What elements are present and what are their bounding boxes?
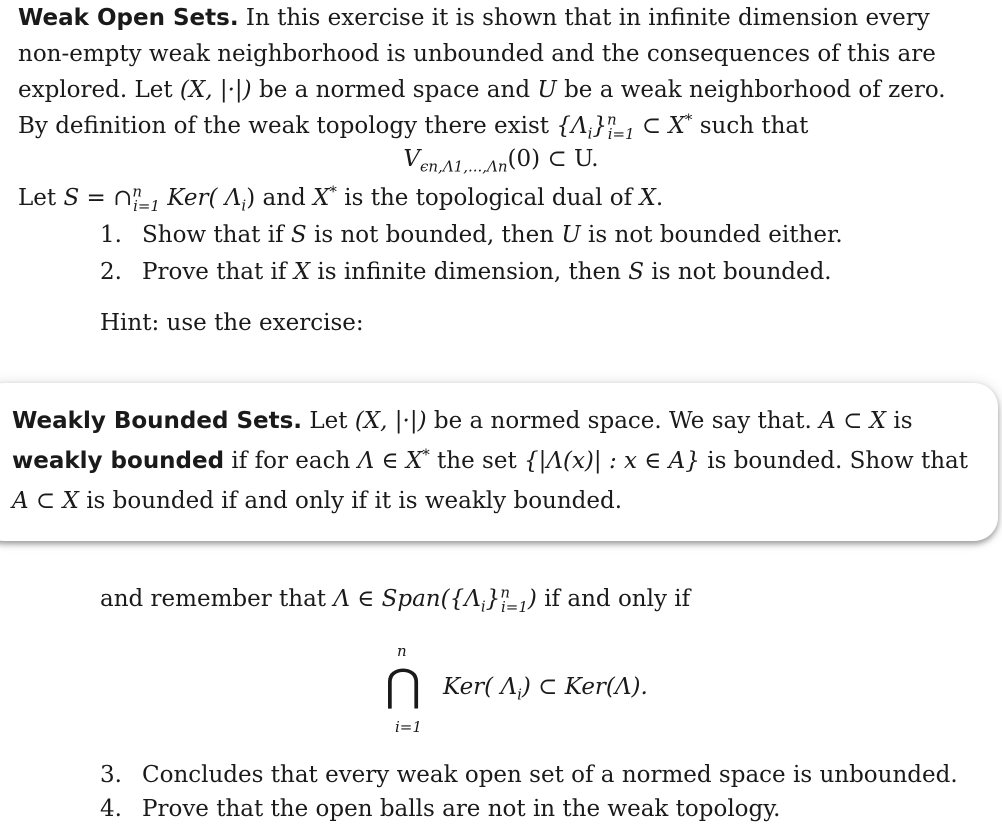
cap-upper-index: n	[397, 642, 407, 660]
card-line-2: weakly bounded if for each Λ ∈ X* the set {|Λ(x)| : x ∈ A} is bounded. Show that	[12, 445, 968, 474]
exercise-intro-line-3	[18, 72, 984, 108]
item-number: 1.	[100, 222, 122, 248]
let-dual-text: is the topological dual of	[336, 185, 640, 211]
s-definition-math: S = ∩$^n_{i=1}$ Ker( $\Lambda_i$)	[63, 182, 256, 215]
let-text: Let	[18, 185, 64, 211]
list-item-3: 3. Concludes that every weak open set of a normed space is unbounded.	[100, 757, 958, 793]
dual-x-math: X*	[313, 182, 337, 211]
exercise-intro-line-2	[18, 36, 984, 72]
list-item-4: 4. Prove that the open balls are not in the weak topology.	[100, 791, 781, 827]
card-line-3: A ⊂ X is bounded if and only if it is weakly bounded.	[12, 488, 623, 514]
referenced-exercise-card	[0, 383, 998, 541]
intro-text-3b: be a normed space and	[251, 77, 538, 103]
exercise-intro-line-4	[18, 108, 984, 144]
intro-text-3a: explored. Let	[18, 77, 180, 103]
list-item-1: 1. Show that if S is not bounded, then U is not bounded either.	[100, 217, 843, 253]
intro-text-2: non-empty weak neighborhood is unbounded and the consequences of this are	[18, 41, 936, 67]
cap-lower-index: i=1	[395, 718, 422, 736]
intro-text-4b: such that	[692, 113, 809, 139]
list-item-2: 2. Prove that if X is infinite dimension, then S is not bounded.	[100, 254, 832, 290]
card-text	[12, 401, 972, 521]
item-number: 3.	[100, 762, 122, 788]
hint-text: Hint: use the exercise:	[100, 310, 364, 336]
weakly-bounded-term: weakly bounded	[12, 448, 225, 474]
card-title: Weakly Bounded Sets.	[12, 408, 303, 434]
span-math: Λ ∈ $Span(\{\Lambda_i\}^n_{i=1})$	[333, 583, 537, 616]
big-intersection-symbol: ⋂	[385, 660, 422, 711]
definition-line: Let S = ∩$^n_{i=1}$ Ker( $\Lambda_i$) and X* is the topological dual of X.	[18, 182, 664, 215]
kernel-inclusion-expr: Ker( $\Lambda_i$) ⊂ Ker(Λ).	[443, 674, 648, 704]
remember-line: and remember that Λ ∈ $Span(\{\Lambda_i\}^n_{i=1})$ if and only if	[100, 583, 691, 616]
intro-text-3c: be a weak neighborhood of zero.	[556, 77, 946, 103]
x-math: X	[639, 185, 656, 211]
exercise-title: Weak Open Sets.	[18, 5, 239, 31]
exercise-intro-line-1	[18, 0, 984, 36]
normed-space-math: (X, |·|)	[179, 77, 252, 103]
card-line-1: Weakly Bounded Sets. Let (X, |·|) be a normed space. We say that. A ⊂ X is	[12, 408, 913, 434]
kernel-intersection-formula	[385, 642, 745, 742]
let-and-text: and	[255, 185, 314, 211]
item-number: 2.	[100, 259, 122, 285]
neighborhood-formula: $V_{\epsilon n,\Lambda 1,...,\Lambda n}(0)$ ⊂ U.	[403, 146, 599, 176]
intro-text-4a: By definition of the weak topology there exist	[18, 113, 557, 139]
u-math: U	[537, 77, 557, 103]
item-number: 4.	[100, 796, 122, 822]
intro-text-1: In this exercise it is shown that in infinite dimension every	[245, 5, 930, 31]
lambda-set-math: $\{\Lambda_i\}^n_{i=1}$ ⊂ X*	[556, 110, 693, 143]
